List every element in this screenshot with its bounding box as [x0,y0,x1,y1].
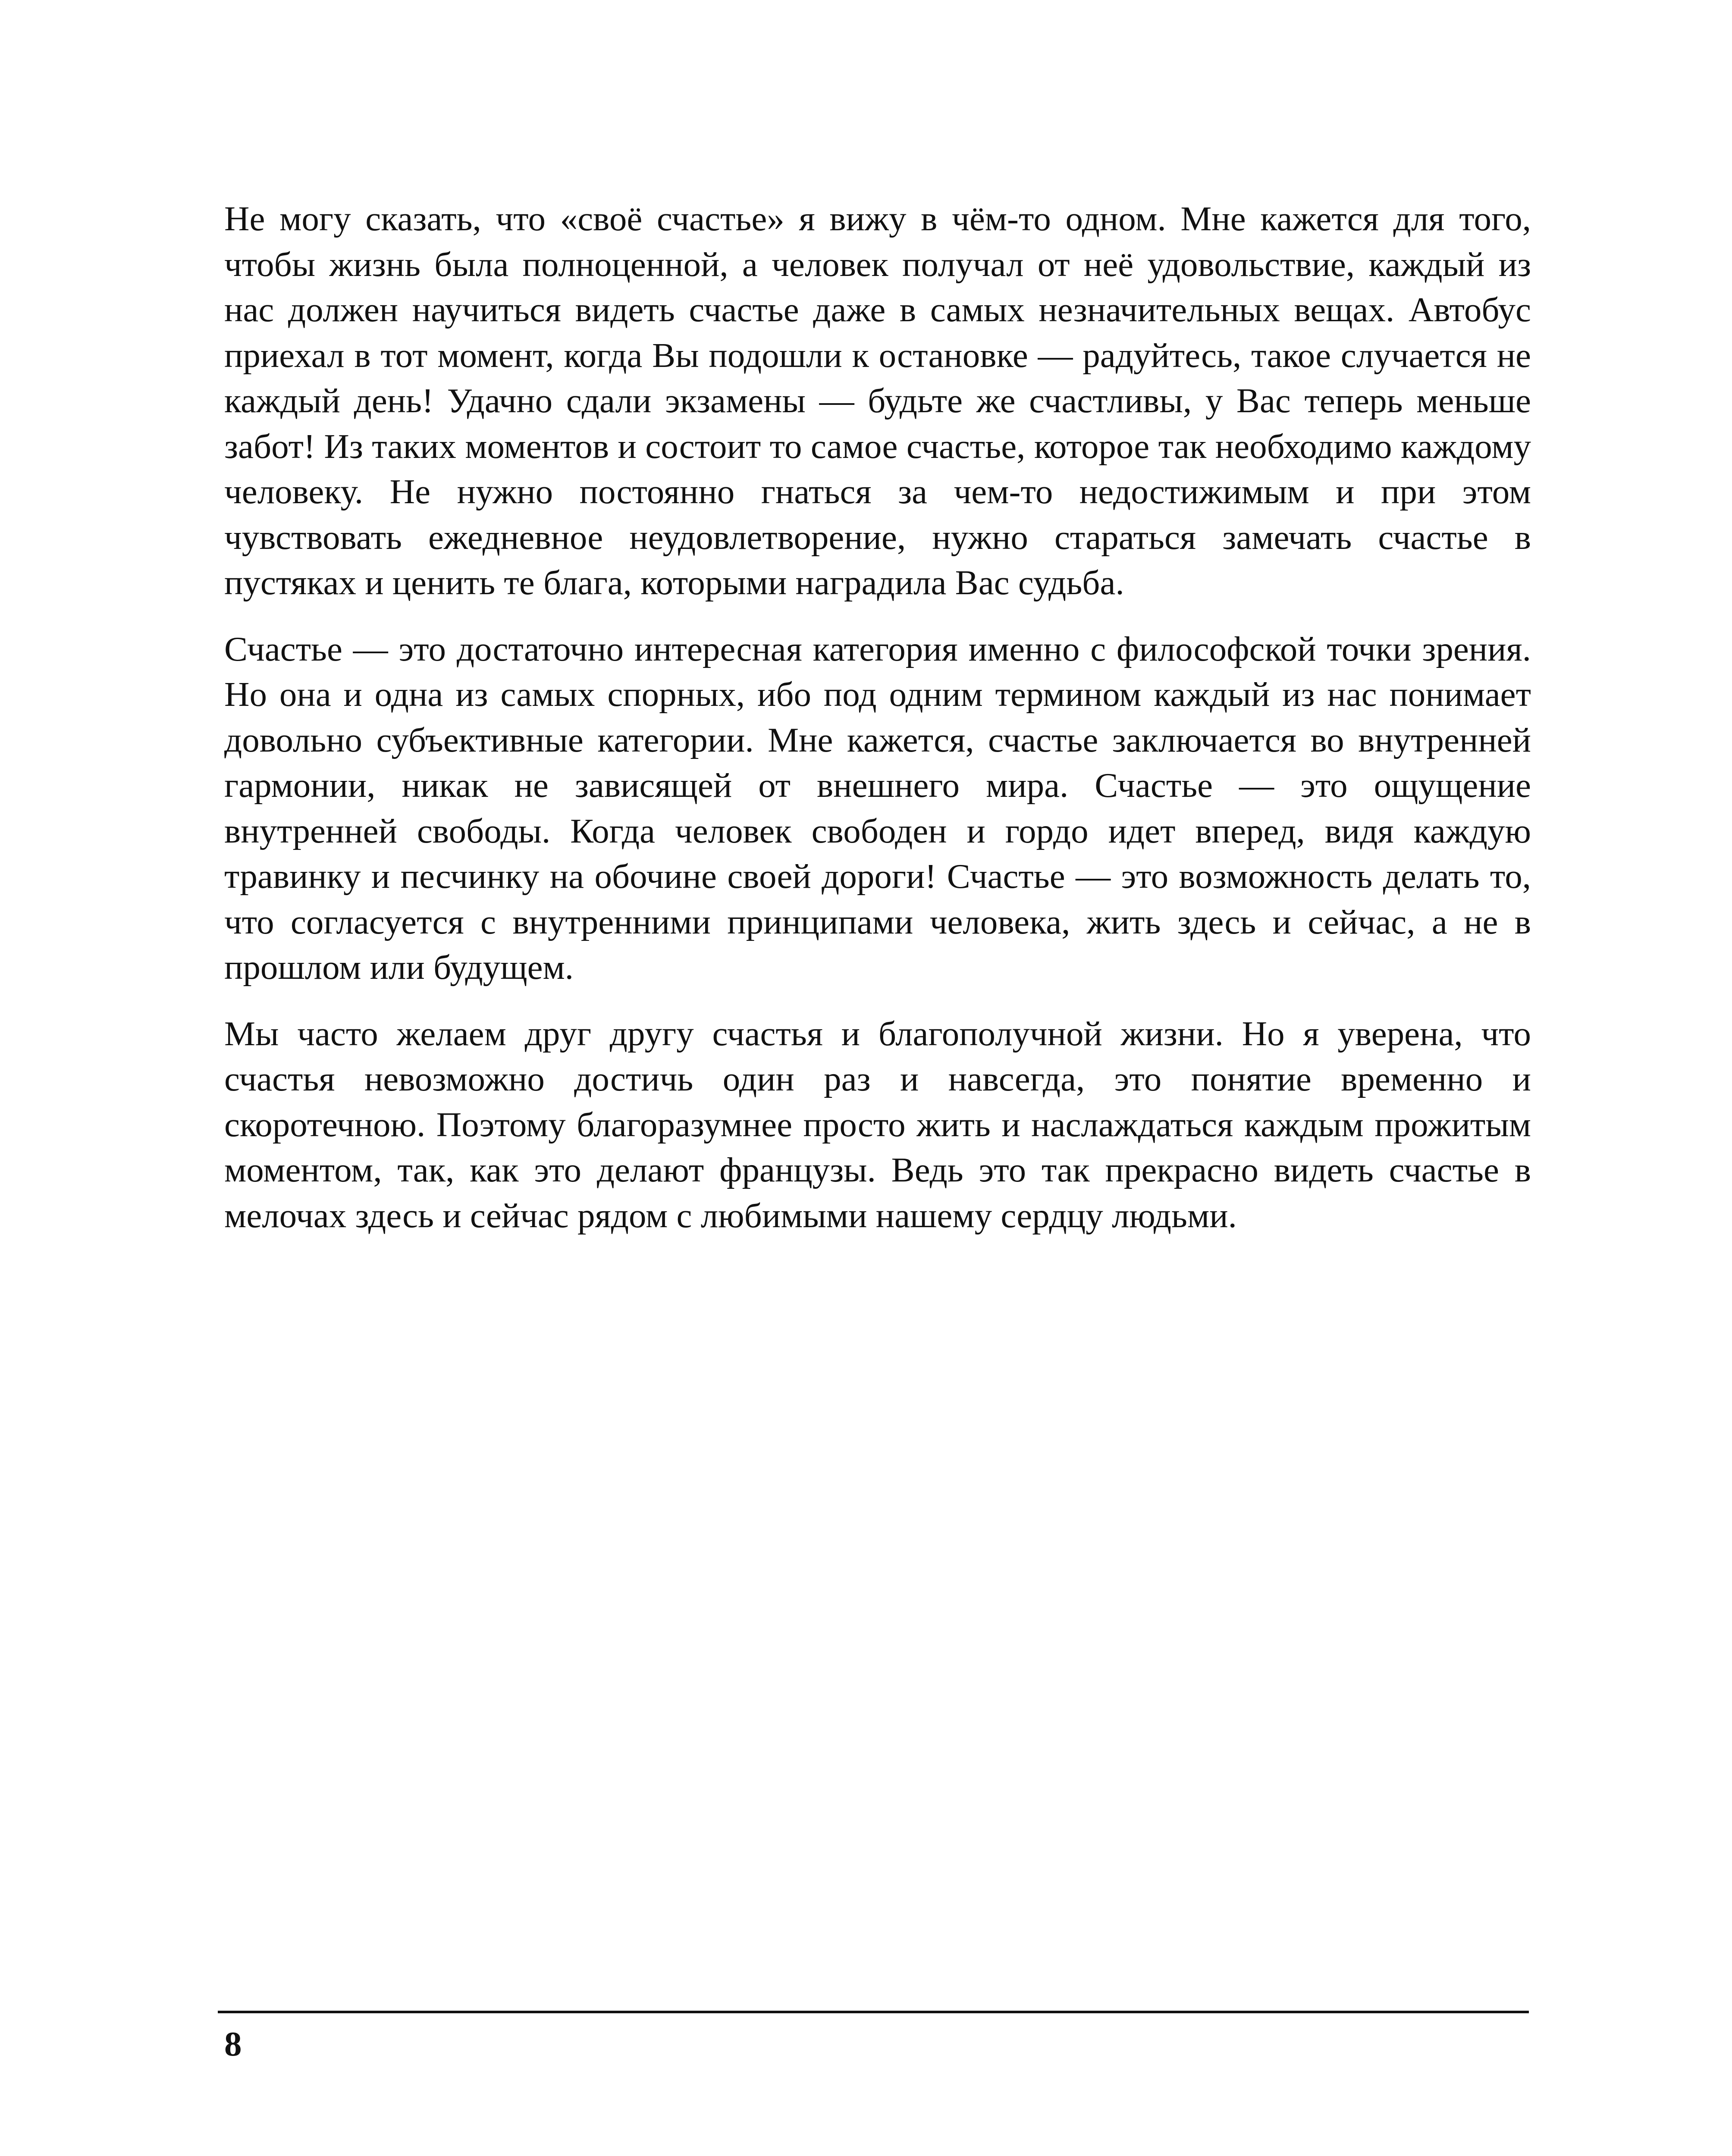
page-number: 8 [224,2024,242,2063]
body-text [224,196,1531,1259]
paragraph-2: Счастье — это достаточно интересная категория именно с философской точки зрения. Но она и одна из самых спорных, ибо под одним термином каждый из нас понимает довольно субъективные категории. Мне кажется, счастье заключается во внутренней гармонии, никак не зависящей от внешнего мира. Счастье — это ощущение внутренней свободы. Когда человек свободен и гордо идет вперед, видя каждую травинку и песчинку на обочине своей дороги! Счастье — это возможность делать то, что согласуется с внутренними принципами человека, жить здесь и сейчас, а не в прошлом или будущем. [224,629,1531,987]
footer-divider [218,2011,1529,2013]
paragraph-1: Не могу сказать, что «своё счастье» я вижу в чём-то одном. Мне кажется для того, чтобы жизнь была полноценной, а человек получал от неё удовольствие, каждый из нас должен научиться видеть счастье даже в самых незначительных вещах. Автобус приехал в тот момент, когда Вы подошли к остановке — радуйтесь, такое случается не каждый день! Удачно сдали экзамены — будьте же счастливы, у Вас теперь меньше забот! Из таких моментов и состоит то самое счастье, которое так необходимо каждому человеку. Не нужно постоянно гнаться за чем-то недостижимым и при этом чувствовать ежедневное неудовлетворение, нужно стараться замечать счастье в пустяках и ценить те блага, которыми наградила Вас судьба. [224,199,1531,602]
paragraph-3: Мы часто желаем друг другу счастья и благополучной жизни. Но я уверена, что счастья невозможно достичь один раз и навсегда, это понятие временно и скоротечною. Поэтому благоразумнее просто жить и наслаждаться каждым прожитым моментом, так, как это делают французы. Ведь это так прекрасно видеть счастье в мелочах здесь и сейчас рядом с любимыми нашему сердцу людьми. [224,1014,1531,1235]
